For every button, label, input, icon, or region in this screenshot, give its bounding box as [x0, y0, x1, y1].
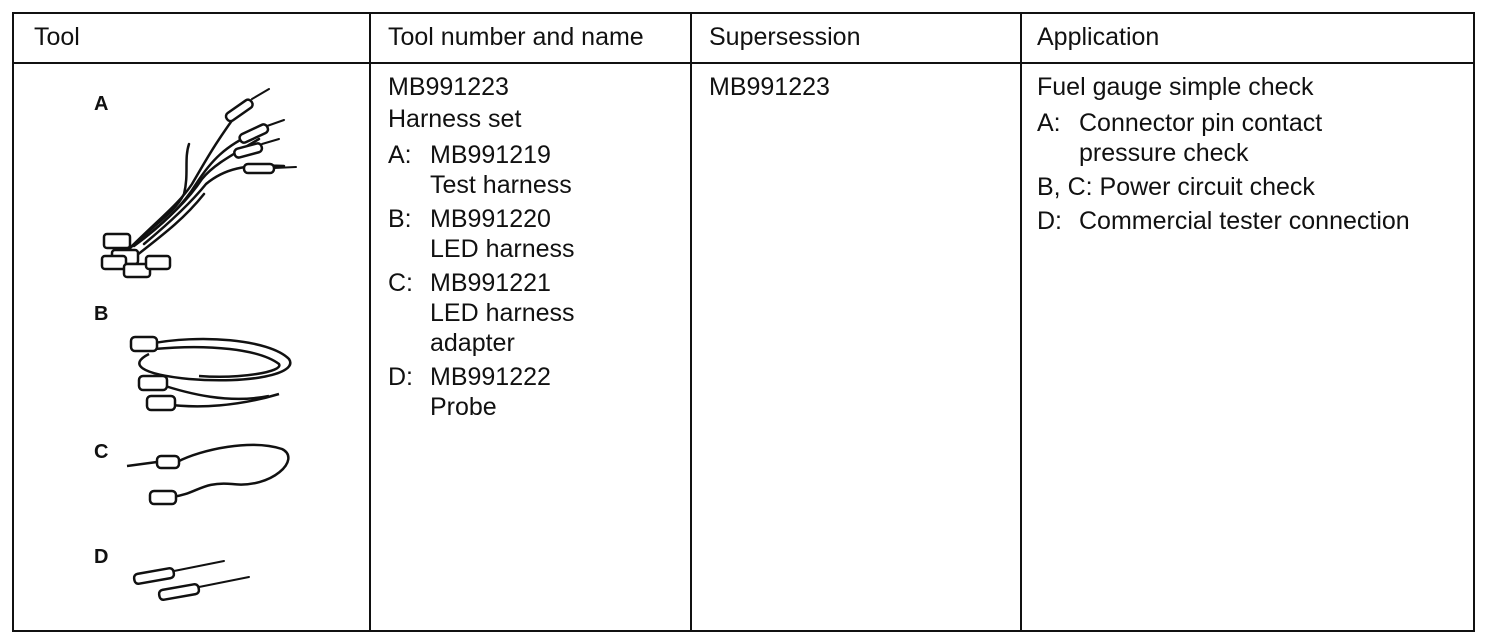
application-text: Power circuit check [1099, 173, 1315, 201]
column-divider [369, 14, 371, 630]
tool-letter-b: B [94, 303, 109, 325]
component-name: LED harness [430, 299, 575, 327]
header-supersession: Supersession [709, 23, 861, 51]
component-number: MB991220 [430, 205, 551, 233]
application-title: Fuel gauge simple check [1037, 73, 1314, 101]
tool-letter-c: C [94, 441, 109, 463]
tool-letter-d: D [94, 546, 109, 568]
led-harness-adapter-icon [122, 439, 302, 509]
column-divider [690, 14, 692, 630]
led-harness-icon [119, 324, 309, 419]
application-text: Commercial tester connection [1079, 207, 1410, 235]
header-tool: Tool [34, 23, 80, 51]
supersession-value: MB991223 [709, 73, 830, 101]
header-tool-number-name: Tool number and name [388, 23, 644, 51]
application-text: Connector pin contact [1079, 109, 1323, 137]
component-label: A: [388, 141, 412, 169]
header-divider [14, 62, 1473, 64]
component-number: MB991222 [430, 363, 551, 391]
component-item [388, 140, 575, 200]
component-name: Probe [430, 393, 497, 421]
header-application: Application [1037, 23, 1160, 51]
application-label: D: [1037, 207, 1062, 235]
tool-letter-a: A [94, 93, 109, 115]
component-label: D: [388, 363, 413, 391]
application-item [1037, 172, 1410, 202]
special-tool-table [12, 12, 1475, 632]
component-number: MB991219 [430, 141, 551, 169]
component-name: adapter [430, 329, 515, 357]
application-label: B, C: [1037, 173, 1093, 201]
component-item [388, 362, 575, 422]
component-number: MB991221 [430, 269, 551, 297]
component-item [388, 204, 575, 264]
application-item [1037, 108, 1410, 168]
column-divider [1020, 14, 1022, 630]
application-label: A: [1037, 109, 1061, 137]
tool-number: MB991223 [388, 73, 509, 101]
application-text: pressure check [1079, 139, 1249, 167]
component-label: B: [388, 205, 412, 233]
application-cell [1037, 72, 1410, 236]
harness-set-icon [84, 84, 304, 284]
component-label: C: [388, 269, 413, 297]
component-name: LED harness [430, 235, 575, 263]
probe-icon [129, 549, 259, 604]
component-item [388, 268, 575, 358]
component-name: Test harness [430, 171, 572, 199]
application-item [1037, 206, 1410, 236]
tool-number-name-cell [388, 72, 575, 422]
tool-name: Harness set [388, 105, 522, 133]
